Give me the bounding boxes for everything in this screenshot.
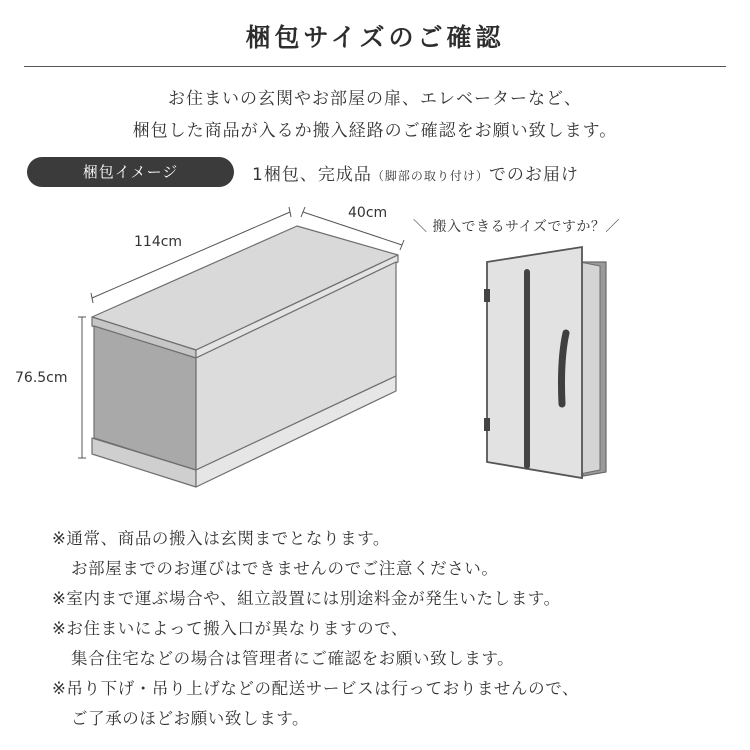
note-line: ご了承のほどお願い致します。 [71,709,310,728]
note-line: ※室内まで運ぶ場合や、組立設置には別途料金が発生いたします。 [52,589,561,608]
intro-line-2: 梱包した商品が入るか搬入経路のご確認をお願い致します。 [132,121,618,141]
height-label: 76.5cm [15,370,68,386]
door-question: ＼ 搬入できるサイズですか？／ [413,219,620,235]
door-panel [487,247,582,478]
delivery-suffix: でのお届け [488,165,579,185]
depth-label: 40cm [348,205,388,221]
door-illustration [484,247,606,478]
intro-line-1: お住まいの玄関やお部屋の扉、エレベーターなど、 [168,89,582,109]
note-line: ※吊り下げ・吊り上げなどの配送サービスは行っておりませんので、 [52,679,580,698]
note-line: ※通常、商品の搬入は玄関までとなります。 [52,529,391,548]
door-hinge-top [484,289,490,302]
width-label: 114cm [134,234,183,250]
delivery-note: （脚部の取り付け） [371,169,489,183]
note-line: ※お住まいによって搬入口が異なりますので、 [52,619,409,638]
package-image-label: 梱包イメージ [27,157,234,187]
door-hinge-bottom [484,418,490,431]
delivery-main: 1梱包、完成品 [252,165,372,185]
notes-list [52,524,742,734]
note-line: お部屋までのお運びはできませんのでご注意ください。 [71,559,499,578]
note-line: 集合住宅などの場合は管理者にご確認をお願い致します。 [71,649,515,668]
page-title: 梱包サイズのご確認 [245,23,505,52]
